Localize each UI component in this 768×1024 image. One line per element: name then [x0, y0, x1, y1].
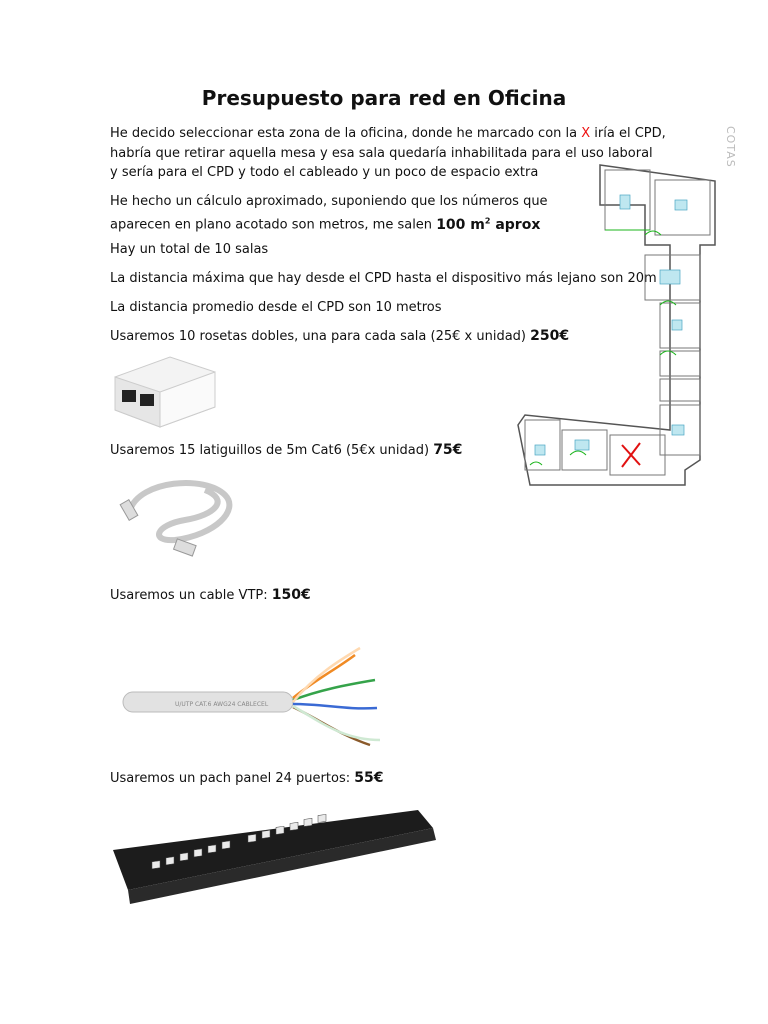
cpd-mark: X: [581, 126, 591, 141]
latiguillo-image: [115, 470, 245, 565]
item-text: Usaremos un cable VTP:: [110, 588, 272, 603]
page-title: Presupuesto para red en Oficina: [201, 86, 567, 110]
item-price: 75€: [433, 442, 463, 458]
rooms-text: Hay un total de 10 salas: [110, 242, 269, 257]
item-rosetas: [110, 327, 569, 347]
item-text: Usaremos 10 rosetas dobles, una para cada sala (25€ x unidad): [110, 329, 531, 344]
intro-text: He decido seleccionar esta zona de la oficina, donde he marcado con la: [110, 126, 582, 141]
max-distance-text: La distancia máxima que hay desde el CPD hasta el dispositivo más lejano son 20m: [110, 271, 657, 286]
intro-line-3: y sería para el CPD y todo el cableado y un poco de espacio extra: [110, 165, 539, 180]
item-latiguillos: [110, 441, 462, 461]
intro-text-end: iría el CPD,: [590, 126, 666, 141]
area-line-2: [110, 211, 540, 235]
avg-distance-text: La distancia promedio desde el CPD son 10 metros: [110, 300, 442, 315]
item-patch-panel: [110, 769, 383, 789]
intro-line-2: habría que retirar aquella mesa y esa sala quedaría inhabilitada para el uso laboral: [110, 146, 653, 161]
plan-label: COTAS: [724, 126, 737, 168]
item-price: 250€: [530, 328, 570, 344]
area-line-1: He hecho un cálculo aproximado, suponiendo que los números que: [110, 194, 548, 209]
item-cable: [110, 586, 311, 606]
roseta-image: [110, 352, 220, 432]
floor-plan-image: [510, 125, 742, 505]
item-text: Usaremos 15 latiguillos de 5m Cat6 (5€x unidad): [110, 443, 434, 458]
vtp-cable-image: [115, 640, 395, 755]
item-price: 150€: [271, 587, 311, 603]
item-text: Usaremos un pach panel 24 puertos:: [110, 771, 355, 786]
patch-panel-image: [108, 800, 438, 910]
cable-print: U/UTP CAT.6 AWG24 CABLECEL: [175, 701, 269, 708]
item-price: 55€: [354, 770, 384, 786]
area-value: 100 $m^2$ aprox: [436, 216, 541, 233]
area-text: aparecen en plano acotado son metros, me salen: [110, 217, 437, 233]
